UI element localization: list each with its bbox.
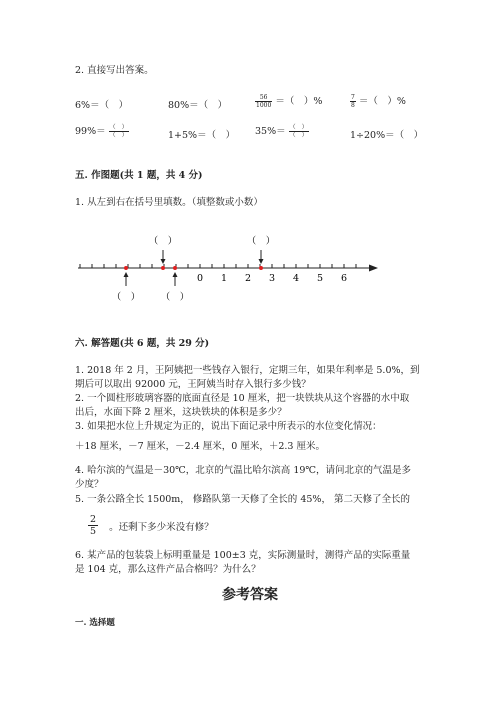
tick-label: 6	[340, 273, 348, 284]
point-marker	[161, 266, 165, 270]
section-6-q4-line-2: 少度？	[75, 479, 104, 490]
fraction: $\frac{56}{1000}$	[256, 94, 272, 109]
answers-section-1: 一. 选择题	[75, 618, 115, 628]
major-ticks	[200, 264, 344, 268]
q2-item-2: 80%＝（ ）	[168, 100, 228, 111]
arrow-down-icon	[161, 259, 166, 264]
question-2-title: 2. 直接写出答案。	[75, 65, 154, 76]
tick-label: 3	[268, 273, 276, 284]
section-6-q2-line-1: 2. 一个圆柱形玻璃容器的底面直径是 10 厘米，把一块铁块从这个容器的水中取	[75, 393, 410, 404]
answer-blank-bottom-2: （ ）	[160, 292, 190, 303]
answer-blank-top-2: （ ）	[246, 236, 276, 247]
section-6-q6-line-2: 是 104 克，那么这件产品合格吗？为什么？	[75, 564, 261, 575]
point-marker	[259, 266, 263, 270]
point-marker	[124, 266, 128, 270]
q2-item-5: 99%＝ $\frac{( )}{( )}$	[75, 124, 128, 139]
point-marker	[173, 266, 177, 270]
tick-label: 5	[316, 273, 324, 284]
section-5-heading: 五. 作图题(共 1 题，共 4 分)	[75, 170, 203, 181]
arrow-right-icon	[369, 265, 378, 272]
minor-ticks	[80, 264, 356, 268]
tick-label: 0	[196, 273, 204, 284]
section-6-q6-line-1: 6. 某产品的包装袋上标明重量是 100±3 克，实际测量时，测得产品的实际重量	[75, 550, 411, 561]
q2-item-7: 35%＝ $\frac{( )}{( )}$	[255, 124, 308, 139]
q2-item-6: 1+5%＝（ ）	[168, 130, 236, 141]
section-6-q5-line-1: 5. 一条公路全长 1500m， 修路队第一天修了全长的 45%， 第二天修了全长的	[75, 494, 410, 505]
fraction: $\frac{7}{8}$	[351, 94, 355, 109]
section-6-q3-line-1: 3. 如果把水位上升规定为正的，说出下面记录中所表示的水位变化情况：	[75, 421, 382, 432]
q2-item-8: 1÷20%＝（ ）	[350, 130, 424, 141]
answer-blank-bottom-1: （ ）	[111, 292, 141, 303]
section-6-q5-line-2: $\frac{2}{5}$ 。还剩下多少米没有修？	[90, 514, 214, 537]
section-6-q3-line-2: ＋18 厘米，－7 厘米，－2.4 厘米，0 厘米，＋2.3 厘米。	[75, 441, 325, 452]
tick-label: 1	[220, 273, 228, 284]
section-6-q1-line-1: 1. 2018 年 2 月，王阿姨把一些钱存入银行，定期三年，如果年利率是 5.0%，到	[75, 365, 420, 376]
arrow-up-icon	[124, 272, 129, 277]
q2-item-1: 6%＝（ ）	[75, 100, 129, 111]
section-6-q4-line-1: 4. 哈尔滨的气温是－30℃，北京的气温比哈尔滨高 19℃，请问北京的气温是多	[75, 465, 412, 476]
number-line	[70, 228, 390, 308]
arrow-up-icon	[173, 272, 178, 277]
section-6-q1-line-2: 期后可以取出 92000 元，王阿姨当时存入银行多少钱？	[75, 379, 311, 390]
section-6-heading: 六. 解答题(共 6 题，共 29 分)	[75, 338, 210, 349]
q2-item-4: $\frac{7}{8}$ ＝（ ）%	[351, 94, 406, 109]
section-6-q2-line-2: 出后，水面下降 2 厘米，这块铁块的体积是多少？	[75, 407, 287, 418]
fraction: $\frac{( )}{( )}$	[109, 124, 128, 139]
section-5-question-1: 1. 从左到右在括号里填数。（填整数或小数）	[75, 197, 263, 208]
arrow-down-icon	[259, 259, 264, 264]
answers-title: 参考答案	[222, 587, 278, 603]
q2-item-3: $\frac{56}{1000}$ ＝（ ）%	[256, 94, 323, 109]
fraction: $\frac{( )}{( )}$	[289, 124, 308, 139]
fraction: $\frac{2}{5}$	[90, 514, 97, 537]
tick-label: 4	[292, 273, 300, 284]
answer-blank-top-1: （ ）	[148, 236, 178, 247]
tick-label: 2	[244, 273, 252, 284]
